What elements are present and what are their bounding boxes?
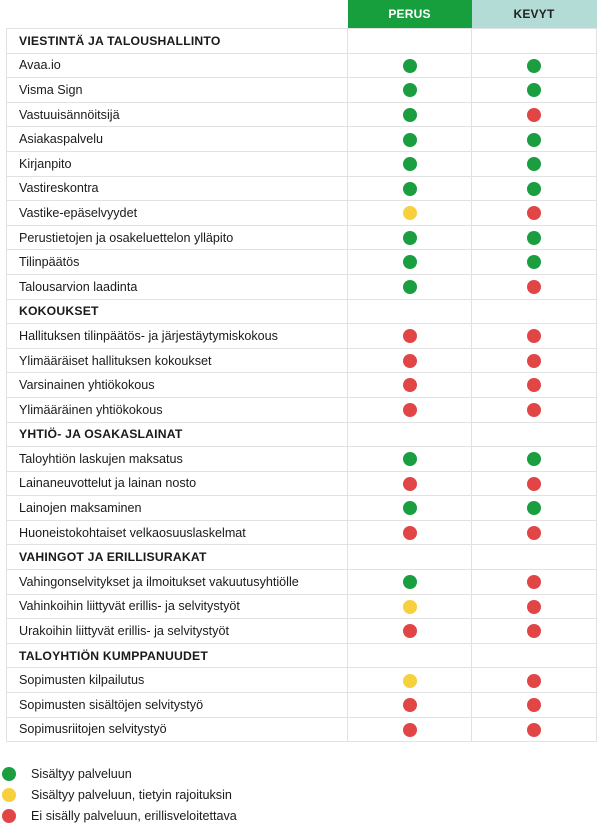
row-label: Perustietojen ja osakeluettelon ylläpito bbox=[7, 225, 348, 250]
table-row bbox=[7, 348, 597, 373]
status-cell-kevyt bbox=[472, 619, 597, 644]
row-label: Asiakaspalvelu bbox=[7, 127, 348, 152]
row-label: Taloyhtiön laskujen maksatus bbox=[7, 447, 348, 472]
status-cell-perus bbox=[348, 594, 472, 619]
table-row bbox=[7, 447, 597, 472]
green-status-dot-icon bbox=[403, 108, 417, 122]
section-empty-cell-perus bbox=[348, 643, 472, 668]
red-legend-dot-icon bbox=[2, 809, 16, 823]
section-row bbox=[7, 422, 597, 447]
green-status-dot-icon bbox=[527, 231, 541, 245]
row-label: Lainaneuvottelut ja lainan nosto bbox=[7, 471, 348, 496]
section-empty-cell-perus bbox=[348, 299, 472, 324]
red-status-dot-icon bbox=[527, 108, 541, 122]
red-status-dot-icon bbox=[403, 624, 417, 638]
green-status-dot-icon bbox=[403, 231, 417, 245]
red-status-dot-icon bbox=[527, 403, 541, 417]
row-label: Vahinkoihin liittyvät erillis- ja selvitystyöt bbox=[7, 594, 348, 619]
table-body bbox=[7, 29, 597, 742]
status-cell-perus bbox=[348, 274, 472, 299]
red-status-dot-icon bbox=[403, 526, 417, 540]
status-cell-kevyt bbox=[472, 225, 597, 250]
green-status-dot-icon bbox=[403, 280, 417, 294]
table-row bbox=[7, 619, 597, 644]
status-cell-perus bbox=[348, 471, 472, 496]
status-cell-kevyt bbox=[472, 594, 597, 619]
status-cell-kevyt bbox=[472, 151, 597, 176]
green-status-dot-icon bbox=[403, 133, 417, 147]
green-status-dot-icon bbox=[527, 501, 541, 515]
red-status-dot-icon bbox=[403, 403, 417, 417]
row-label: Avaa.io bbox=[7, 53, 348, 78]
yellow-status-dot-icon bbox=[403, 674, 417, 688]
status-cell-kevyt bbox=[472, 250, 597, 275]
red-status-dot-icon bbox=[527, 674, 541, 688]
section-empty-cell-kevyt bbox=[472, 643, 597, 668]
red-status-dot-icon bbox=[527, 329, 541, 343]
status-cell-kevyt bbox=[472, 176, 597, 201]
status-cell-perus bbox=[348, 201, 472, 226]
section-row bbox=[7, 299, 597, 324]
legend-label: Sisältyy palveluun bbox=[31, 766, 132, 781]
section-empty-cell-kevyt bbox=[472, 299, 597, 324]
status-cell-perus bbox=[348, 373, 472, 398]
status-cell-perus bbox=[348, 717, 472, 742]
status-cell-kevyt bbox=[472, 717, 597, 742]
section-title: TALOYHTIÖN KUMPPANUUDET bbox=[7, 643, 348, 668]
status-cell-perus bbox=[348, 570, 472, 595]
green-status-dot-icon bbox=[403, 575, 417, 589]
status-cell-kevyt bbox=[472, 471, 597, 496]
status-cell-kevyt bbox=[472, 348, 597, 373]
status-cell-kevyt bbox=[472, 78, 597, 103]
table-row bbox=[7, 397, 597, 422]
green-status-dot-icon bbox=[527, 255, 541, 269]
table-row bbox=[7, 520, 597, 545]
green-status-dot-icon bbox=[403, 157, 417, 171]
green-status-dot-icon bbox=[527, 59, 541, 73]
table-row bbox=[7, 668, 597, 693]
status-cell-perus bbox=[348, 53, 472, 78]
green-status-dot-icon bbox=[403, 501, 417, 515]
red-status-dot-icon bbox=[527, 206, 541, 220]
status-cell-perus bbox=[348, 78, 472, 103]
table-row bbox=[7, 151, 597, 176]
table-row bbox=[7, 250, 597, 275]
status-cell-perus bbox=[348, 348, 472, 373]
green-status-dot-icon bbox=[403, 59, 417, 73]
table-row bbox=[7, 78, 597, 103]
red-status-dot-icon bbox=[527, 723, 541, 737]
green-status-dot-icon bbox=[403, 452, 417, 466]
status-cell-kevyt bbox=[472, 53, 597, 78]
status-cell-kevyt bbox=[472, 324, 597, 349]
section-empty-cell-perus bbox=[348, 422, 472, 447]
section-title: VIESTINTÄ JA TALOUSHALLINTO bbox=[7, 29, 348, 54]
status-cell-perus bbox=[348, 225, 472, 250]
header-perus: PERUS bbox=[348, 0, 472, 29]
service-comparison-table bbox=[6, 0, 597, 742]
status-cell-kevyt bbox=[472, 373, 597, 398]
status-cell-perus bbox=[348, 250, 472, 275]
row-label: Vahingonselvitykset ja ilmoitukset vakuutusyhtiölle bbox=[7, 570, 348, 595]
table-row bbox=[7, 127, 597, 152]
status-cell-perus bbox=[348, 619, 472, 644]
yellow-legend-dot-icon bbox=[2, 788, 16, 802]
status-cell-kevyt bbox=[472, 520, 597, 545]
section-row bbox=[7, 29, 597, 54]
green-status-dot-icon bbox=[403, 182, 417, 196]
status-cell-perus bbox=[348, 127, 472, 152]
section-row bbox=[7, 643, 597, 668]
green-status-dot-icon bbox=[527, 133, 541, 147]
row-label: Ylimääräiset hallituksen kokoukset bbox=[7, 348, 348, 373]
section-empty-cell-kevyt bbox=[472, 545, 597, 570]
red-status-dot-icon bbox=[527, 698, 541, 712]
section-empty-cell-perus bbox=[348, 545, 472, 570]
legend-item bbox=[2, 805, 237, 826]
status-cell-perus bbox=[348, 693, 472, 718]
status-cell-kevyt bbox=[472, 102, 597, 127]
table-row bbox=[7, 225, 597, 250]
table-row bbox=[7, 274, 597, 299]
table-row bbox=[7, 324, 597, 349]
status-cell-kevyt bbox=[472, 397, 597, 422]
legend-label: Sisältyy palveluun, tietyin rajoituksin bbox=[31, 787, 232, 802]
legend-item bbox=[2, 763, 237, 784]
red-status-dot-icon bbox=[403, 698, 417, 712]
section-title: YHTIÖ- JA OSAKASLAINAT bbox=[7, 422, 348, 447]
row-label: Kirjanpito bbox=[7, 151, 348, 176]
status-cell-perus bbox=[348, 151, 472, 176]
row-label: Vastuuisännöitsijä bbox=[7, 102, 348, 127]
status-cell-kevyt bbox=[472, 201, 597, 226]
table-row bbox=[7, 53, 597, 78]
status-cell-perus bbox=[348, 447, 472, 472]
status-cell-perus bbox=[348, 324, 472, 349]
status-cell-perus bbox=[348, 496, 472, 521]
red-status-dot-icon bbox=[403, 329, 417, 343]
row-label: Visma Sign bbox=[7, 78, 348, 103]
yellow-status-dot-icon bbox=[403, 600, 417, 614]
status-cell-perus bbox=[348, 102, 472, 127]
section-row bbox=[7, 545, 597, 570]
yellow-status-dot-icon bbox=[403, 206, 417, 220]
red-status-dot-icon bbox=[403, 477, 417, 491]
red-status-dot-icon bbox=[527, 378, 541, 392]
legend bbox=[2, 763, 237, 826]
row-label: Urakoihin liittyvät erillis- ja selvitystyöt bbox=[7, 619, 348, 644]
red-status-dot-icon bbox=[527, 280, 541, 294]
table-row bbox=[7, 471, 597, 496]
table-row bbox=[7, 496, 597, 521]
red-status-dot-icon bbox=[527, 575, 541, 589]
table-row bbox=[7, 594, 597, 619]
row-label: Sopimusriitojen selvitystyö bbox=[7, 717, 348, 742]
status-cell-perus bbox=[348, 520, 472, 545]
section-title: KOKOUKSET bbox=[7, 299, 348, 324]
section-empty-cell-kevyt bbox=[472, 29, 597, 54]
status-cell-perus bbox=[348, 397, 472, 422]
green-status-dot-icon bbox=[527, 83, 541, 97]
table-header-row bbox=[7, 0, 597, 29]
red-status-dot-icon bbox=[527, 477, 541, 491]
row-label: Varsinainen yhtiökokous bbox=[7, 373, 348, 398]
status-cell-kevyt bbox=[472, 127, 597, 152]
red-status-dot-icon bbox=[403, 723, 417, 737]
table-row bbox=[7, 201, 597, 226]
row-label: Sopimusten kilpailutus bbox=[7, 668, 348, 693]
table-row bbox=[7, 717, 597, 742]
row-label: Sopimusten sisältöjen selvitystyö bbox=[7, 693, 348, 718]
status-cell-kevyt bbox=[472, 570, 597, 595]
table-row bbox=[7, 102, 597, 127]
row-label: Hallituksen tilinpäätös- ja järjestäytymiskokous bbox=[7, 324, 348, 349]
row-label: Huoneistokohtaiset velkaosuuslaskelmat bbox=[7, 520, 348, 545]
header-kevyt: KEVYT bbox=[472, 0, 597, 29]
table-row bbox=[7, 693, 597, 718]
red-status-dot-icon bbox=[403, 354, 417, 368]
red-status-dot-icon bbox=[527, 526, 541, 540]
legend-label: Ei sisälly palveluun, erillisveloitettava bbox=[31, 808, 237, 823]
legend-item bbox=[2, 784, 237, 805]
row-label: Lainojen maksaminen bbox=[7, 496, 348, 521]
status-cell-perus bbox=[348, 176, 472, 201]
row-label: Vastike-epäselvyydet bbox=[7, 201, 348, 226]
row-label: Ylimääräinen yhtiökokous bbox=[7, 397, 348, 422]
row-label: Tilinpäätös bbox=[7, 250, 348, 275]
green-status-dot-icon bbox=[527, 157, 541, 171]
table-row bbox=[7, 176, 597, 201]
section-empty-cell-perus bbox=[348, 29, 472, 54]
section-empty-cell-kevyt bbox=[472, 422, 597, 447]
status-cell-perus bbox=[348, 668, 472, 693]
section-title: VAHINGOT JA ERILLISURAKAT bbox=[7, 545, 348, 570]
status-cell-kevyt bbox=[472, 693, 597, 718]
red-status-dot-icon bbox=[527, 624, 541, 638]
header-blank-cell bbox=[7, 0, 348, 29]
status-cell-kevyt bbox=[472, 668, 597, 693]
red-status-dot-icon bbox=[403, 378, 417, 392]
row-label: Talousarvion laadinta bbox=[7, 274, 348, 299]
status-cell-kevyt bbox=[472, 447, 597, 472]
table-row bbox=[7, 373, 597, 398]
green-status-dot-icon bbox=[527, 452, 541, 466]
green-status-dot-icon bbox=[403, 83, 417, 97]
status-cell-kevyt bbox=[472, 274, 597, 299]
red-status-dot-icon bbox=[527, 600, 541, 614]
red-status-dot-icon bbox=[527, 354, 541, 368]
green-legend-dot-icon bbox=[2, 767, 16, 781]
green-status-dot-icon bbox=[403, 255, 417, 269]
row-label: Vastireskontra bbox=[7, 176, 348, 201]
green-status-dot-icon bbox=[527, 182, 541, 196]
table-row bbox=[7, 570, 597, 595]
status-cell-kevyt bbox=[472, 496, 597, 521]
